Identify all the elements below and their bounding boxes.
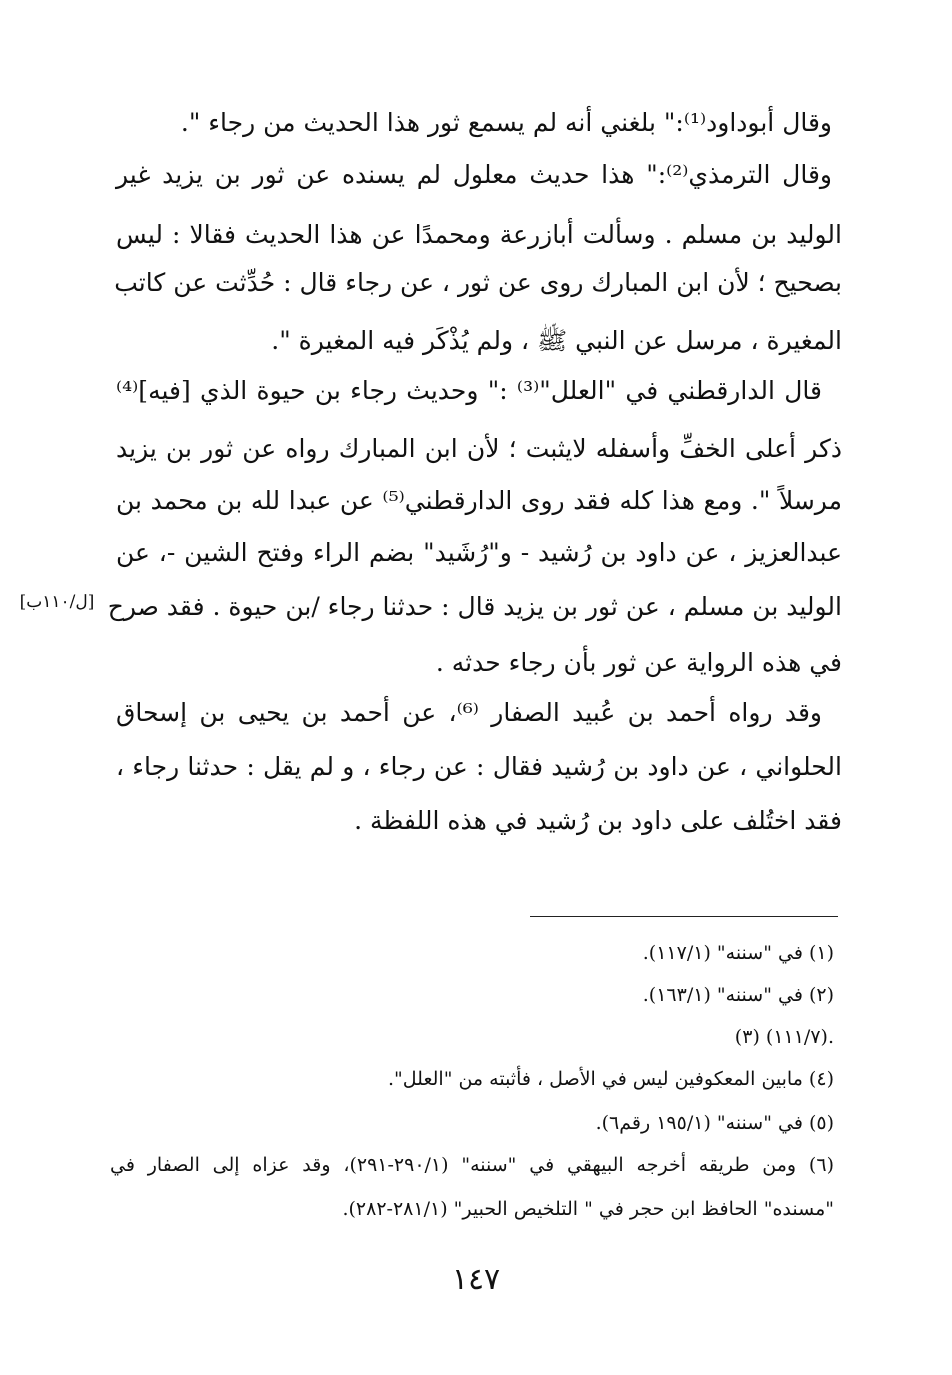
body-line: الحلواني ، عن داود بن رُشيد فقال : عن رجاء ، و لم يقل : حدثنا رجاء ، <box>116 752 842 781</box>
footnote: (٥) في "سننه" (١٩٥/١ رقم٦). <box>595 1112 834 1134</box>
body-line: في هذه الرواية عن ثور بأن رجاء حدثه . <box>435 648 842 677</box>
footnote: (١) في "سننه" (١١٧/١). <box>642 942 834 964</box>
footnote: (٤) مابين المعكوفين ليس في الأصل ، فأثبته من "العلل". <box>388 1068 834 1090</box>
body-line: المغيرة ، مرسل عن النبي ﷺ ، ولم يُذْكَر فيه المغيرة ". <box>271 326 842 355</box>
body-line: قال الدارقطني في "العلل"⁽³⁾ :" وحديث رجاء بن حيوة الذي [فيه]⁽⁴⁾ <box>116 376 822 405</box>
body-line: ذكر أعلى الخفِّ وأسفله لايثبت ؛ لأن ابن المبارك رواه عن ثور بن يزيد <box>116 434 842 463</box>
footnote-separator <box>530 916 838 917</box>
body-line: عبدالعزيز ، عن داود بن رُشيد - و"رُشَيد" بضم الراء وفتح الشين -، عن <box>116 538 842 567</box>
body-line: بصحيح ؛ لأن ابن المبارك روى عن ثور ، عن رجاء قال : حُدِّثت عن كاتب <box>114 268 842 297</box>
footnote: (٣) (١١١/٧). <box>734 1026 834 1048</box>
body-line: وقد رواه أحمد بن عُبيد الصفار ⁽⁶⁾، عن أحمد بن يحيى بن إسحاق <box>116 698 823 727</box>
body-line: مرسلاً ". ومع هذا كله فقد روى الدارقطني⁽⁵⁾ عن عبدا لله بن محمد بن <box>116 486 842 515</box>
footnote: (٦) ومن طريقه أخرجه البيهقي في "سننه" (٢٩٠/١-٢٩١)، وقد عزاه إلى الصفار في <box>110 1154 834 1176</box>
footnote: (٢) في "سننه" (١٦٣/١). <box>642 984 834 1006</box>
body-line: وقال أبوداود⁽¹⁾:" بلغني أنه لم يسمع ثور هذا الحديث من رجاء ". <box>180 108 832 137</box>
body-line: الوليد بن مسلم ، عن ثور بن يزيد قال : حدثنا رجاء /بن حيوة . فقد صرح <box>107 592 842 621</box>
page-number: ١٤٧ <box>451 1262 501 1297</box>
manuscript-folio-marker: [ل/١١٠ب] <box>19 592 95 612</box>
body-line: فقد اختُلف على داود بن رُشيد في هذه اللفظة . <box>354 806 842 835</box>
footnote: "مسنده" الحافظ ابن حجر في " التلخيص الحبير" (٢٨١/١-٢٨٢). <box>342 1198 834 1220</box>
body-line: الوليد بن مسلم . وسألت أبازرعة ومحمدًا عن هذا الحديث فقالا : ليس <box>116 220 842 249</box>
body-line: وقال الترمذي⁽²⁾:" هذا حديث معلول لم يسنده عن ثور بن يزيد غير <box>116 160 832 189</box>
